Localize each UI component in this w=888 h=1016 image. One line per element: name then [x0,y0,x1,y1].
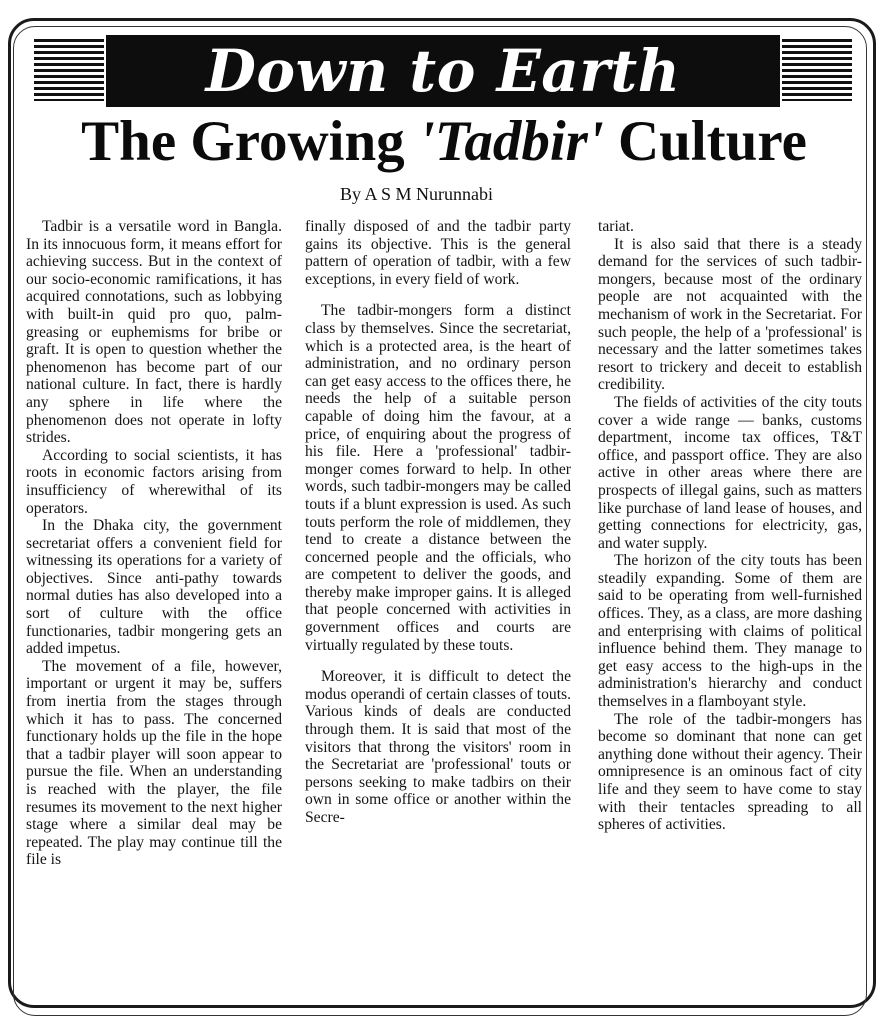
kicker-banner [34,31,852,109]
column-kicker: Down to Earth [106,35,780,107]
article-column-2 [305,218,571,827]
paragraph: Tadbir is a versatile word in Bangla. In its innocuous form, it means effort for achieving success. But in the context of our socio-economic ramifications, it has acquired connotations, such as lobbying with built-in quid pro quo, palm-greasing or euphemisms for bribe or graft. It is open to question whether the phenomenon has become part of our national culture. In fact, there is hardly any sphere in life where the phenomenon does not operate in lofty strides. [26,218,282,447]
paragraph: Moreover, it is difficult to detect the modus operandi of certain classes of touts. Various kinds of deals are conducted through them. It is said that most of the visitors that throng the visitors' room in the Secretariat are 'professional' touts or persons seeking to make tadbirs on their own in some office or another within the Secre- [305,668,571,826]
paragraph: According to social scientists, it has roots in economic factors arising from insufficiency of wherewithal of its operators. [26,446,282,517]
paragraph: The role of the tadbir-mongers has become so dominant that none can get anything done without their agency. Their omnipresence is an ominous fact of city life and they seem to have come to stay with their tentacles spreading to all spheres of activities. [598,710,862,834]
kicker-rule-left [34,39,104,101]
headline [22,110,866,174]
paragraph: tariat. [598,218,634,235]
kicker-rule-right [782,39,852,101]
paragraph: It is also said that there is a steady demand for the services of such tadbir-mongers, because most of the ordinary people are not acquainted with the mechanism of work in the Secretariat. For such people, the help of a 'professional' is necessary and the latter sometimes takes resort to trickery and deceit to establish credibility. [598,235,862,394]
paragraph: In the Dhaka city, the government secretariat offers a convenient field for witnessing its operations for a variety of objectives. Since anti-pathy towards normal duties has also developed into a sort of culture with the office functionaries, tadbir mongering gets an added impetus. [26,517,282,658]
paragraph: The horizon of the city touts has been steadily expanding. Some of them are said to be operating from well-furnished offices. They, as a class, are more dashing and enterprising with claims of political influence behind them. They manage to get easy access to the high-ups in the administration's hierarchy and conduct themselves in a flamboyant style. [598,552,862,711]
article-column-3 [598,218,862,834]
paragraph: The movement of a file, however, important or urgent it may be, suffers from inertia from the stages through which it has to pass. The concerned functionary holds up the file in the hope that a tadbir player will soon appear to pursue the file. When an understanding is reached with the player, the file resumes its movement to the next higher stage where a similar deal may be repeated. The play may continue till the file is [26,657,282,869]
headline-emph: 'Tadbir' [418,110,604,173]
paragraph: The fields of activities of the city touts cover a wide range — banks, customs department, income tax offices, T&T office, and passport office. They are also active in other areas where there are prospects of illegal gains, such as matters like purchase of land lease of houses, and getting connections for electricity, gas, and water supply. [598,393,862,552]
paragraph: The tadbir-mongers form a distinct class by themselves. Since the secretariat, which is a protected area, is the heart of administration, and no ordinary person can get easy access to the offices there, he needs the help of a suitable person capable of doing him the favour, at a price, of enquiring about the progress of his file. Here a 'professional' tadbir-monger comes forward to help. In other words, such tadbir-mongers may be called touts if a blunt expression is used. As such touts perform the role of middlemen, they tend to create a distance between the concerned people and the officials, who are competent to deliver the goods, and thereby make improper gains. It is alleged that people concerned with activities in government offices and courts are virtually regulated by these touts. [305,302,571,654]
article-column-1 [26,218,282,869]
headline-before: The Growing [81,110,419,173]
headline-after: Culture [603,110,807,173]
byline: By A S M Nurunnabi [340,184,494,204]
paragraph: finally disposed of and the tadbir party gains its objective. This is the general pattern of operation of tadbir, with a few exceptions, in every field of work. [305,218,571,288]
